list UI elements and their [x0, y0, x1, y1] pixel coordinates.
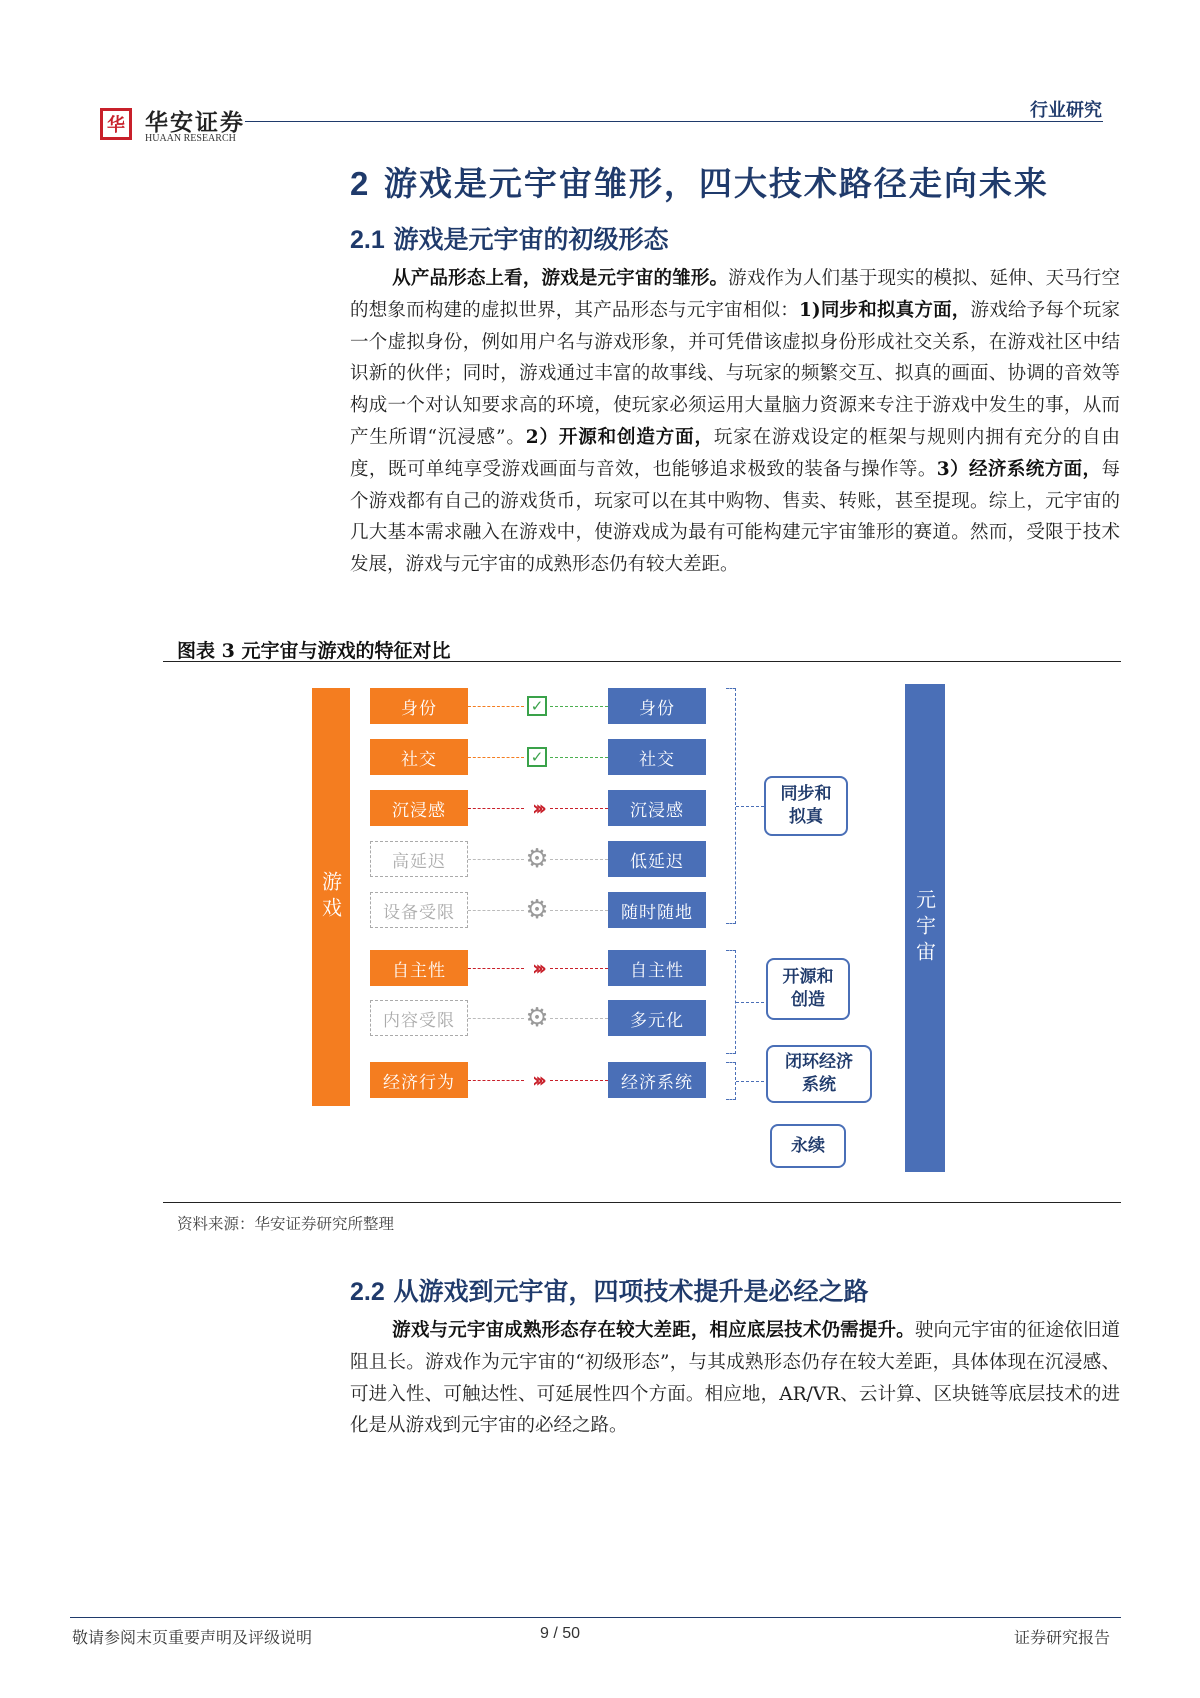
- metaverse-feature-box: 低延迟: [608, 841, 706, 877]
- connector-line: [550, 968, 608, 969]
- connector-line: [550, 859, 608, 860]
- lead-sentence: 游戏与元宇宙成熟形态存在较大差距，相应底层技术仍需提升。: [392, 1320, 915, 1341]
- game-feature-box: 沉浸感: [370, 790, 468, 826]
- figure-bottom-rule: [163, 1202, 1121, 1203]
- connector-line: [468, 808, 524, 809]
- section-title: 游戏是元宇宙雏形，四大技术路径走向未来: [383, 164, 1049, 203]
- connector-line: [468, 1018, 524, 1019]
- metaverse-feature-box: 社交: [608, 739, 706, 775]
- subsection-heading: [350, 1272, 869, 1308]
- category-closed-economy: 闭环经济 系统: [766, 1045, 872, 1103]
- section-number: 2: [350, 165, 371, 202]
- category-sustainability: 永续: [770, 1124, 846, 1168]
- paragraph-text: 玩家在游戏设定的框架与规则内拥有充分的自由度，既可单纯享受游戏画面与音效，也能够追求极致的装备与操作等。: [350, 426, 1120, 480]
- figure-top-rule: [163, 661, 1121, 662]
- subsection-number: 2.1: [350, 226, 385, 254]
- subsection-heading: [350, 220, 669, 256]
- figure-title: 图表 3 元宇宙与游戏的特征对比: [177, 640, 451, 662]
- connector-line: [550, 910, 608, 911]
- bracket-economy: [726, 1062, 736, 1100]
- chevron-icon: ›››: [524, 795, 550, 821]
- report-category: 行业研究: [1030, 100, 1102, 121]
- connector-line: [468, 706, 524, 707]
- gear-icon: ⚙: [525, 844, 549, 874]
- game-feature-box: 自主性: [370, 950, 468, 986]
- connector-line: [468, 757, 524, 758]
- company-logo-icon: 华: [100, 108, 132, 140]
- connector-line: [550, 757, 608, 758]
- category-sync-realism: 同步和 拟真: [764, 776, 848, 836]
- connector-line: [468, 968, 524, 969]
- connector-line: [550, 706, 608, 707]
- metaverse-feature-box: 自主性: [608, 950, 706, 986]
- connector-line: [550, 808, 608, 809]
- section-heading: [350, 158, 1049, 205]
- bracket-connector: [736, 806, 764, 807]
- lead-sentence: 从产品形态上看，游戏是元宇宙的雏形。: [392, 268, 729, 289]
- bracket-connector: [736, 1081, 764, 1082]
- game-feature-box: 设备受限: [370, 892, 468, 928]
- body-paragraph: [350, 263, 1120, 581]
- connector-line: [468, 1080, 524, 1081]
- check-icon: ✓: [524, 744, 550, 770]
- connector-line: [468, 859, 524, 860]
- gear-icon: ⚙: [525, 895, 549, 925]
- company-name: 华安证券: [145, 109, 245, 136]
- connector-line: [550, 1018, 608, 1019]
- footer-divider: [70, 1617, 1121, 1618]
- paragraph-text: 游戏给予每个玩家一个虚拟身份，例如用户名与游戏形象，并可凭借该虚拟身份形成社交关系，在游戏社区中结识新的伙伴；同时，游戏通过丰富的故事线、与玩家的频繁交互、拟真的画面、协调的音效等构成一个对认知要求高的环境，使玩家必须运用大量脑力资源来专注于游戏中发生的事，从而产生所谓“沉浸感”。: [350, 299, 1120, 448]
- metaverse-feature-box: 经济系统: [608, 1062, 706, 1098]
- figure-source: 资料来源：华安证券研究所整理: [177, 1215, 395, 1233]
- report-type: 证券研究报告: [1013, 1628, 1110, 1647]
- body-paragraph: [350, 1315, 1120, 1442]
- page-number: 9 / 50: [540, 1625, 581, 1642]
- point-3-label: 3）经济系统方面，: [936, 458, 1102, 480]
- paragraph-text: 每个游戏都有自己的游戏货币，玩家可以在其中购物、售卖、转账，甚至提现。综上，元宇宙的几大基本需求融入在游戏中，使游戏成为最有可能构建元宇宙雏形的赛道。然而，受限于技术发展，游戏与元宇宙的成熟形态仍有较大差距。: [350, 458, 1121, 576]
- gear-icon: ⚙: [525, 1003, 549, 1033]
- company-name-en: HUAAN RESEARCH: [145, 133, 236, 144]
- game-feature-box: 身份: [370, 688, 468, 724]
- bracket-sync: [726, 688, 736, 924]
- connector-line: [550, 1080, 608, 1081]
- connector-line: [468, 910, 524, 911]
- subsection-number: 2.2: [350, 1278, 385, 1306]
- subsection-title: 游戏是元宇宙的初级形态: [393, 225, 669, 254]
- game-feature-box: 经济行为: [370, 1062, 468, 1098]
- metaverse-feature-box: 随时随地: [608, 892, 706, 928]
- game-feature-box: 高延迟: [370, 841, 468, 877]
- game-feature-box: 社交: [370, 739, 468, 775]
- chevron-icon: ›››: [524, 1067, 550, 1093]
- chevron-icon: ›››: [524, 955, 550, 981]
- check-icon: ✓: [524, 693, 550, 719]
- game-bar: 游戏: [312, 688, 350, 1106]
- game-feature-box: 内容受限: [370, 1000, 468, 1036]
- metaverse-feature-box: 沉浸感: [608, 790, 706, 826]
- subsection-title: 从游戏到元宇宙，四项技术提升是必经之路: [393, 1277, 869, 1306]
- paragraph-text: 游戏作为人们基于现实的模拟、延伸、天马行空的想象而构建的虚拟世界，其产品形态与元宇宙相似：: [350, 268, 1120, 321]
- metaverse-feature-box: 身份: [608, 688, 706, 724]
- bracket-connector: [736, 1002, 764, 1003]
- header-divider: [245, 121, 1103, 122]
- point-2-label: 2）开源和创造方面，: [525, 426, 714, 448]
- bracket-open: [726, 950, 736, 1054]
- disclaimer-note: 敬请参阅末页重要声明及评级说明: [72, 1628, 313, 1647]
- category-open-source: 开源和 创造: [766, 958, 850, 1020]
- point-1-label: 1)同步和拟真方面，: [799, 299, 971, 321]
- metaverse-bar: 元宇宙: [905, 684, 945, 1172]
- metaverse-feature-box: 多元化: [608, 1000, 706, 1036]
- paragraph-text: 驶向元宇宙的征途依旧道阻且长。游戏作为元宇宙的“初级形态”，与其成熟形态仍存在较大差距，具体体现在沉浸感、可进入性、可触达性、可延展性四个方面。相应地，AR/VR、云计算、区块链等底层技术的进化是从游戏到元宇宙的必经之路。: [350, 1320, 1120, 1437]
